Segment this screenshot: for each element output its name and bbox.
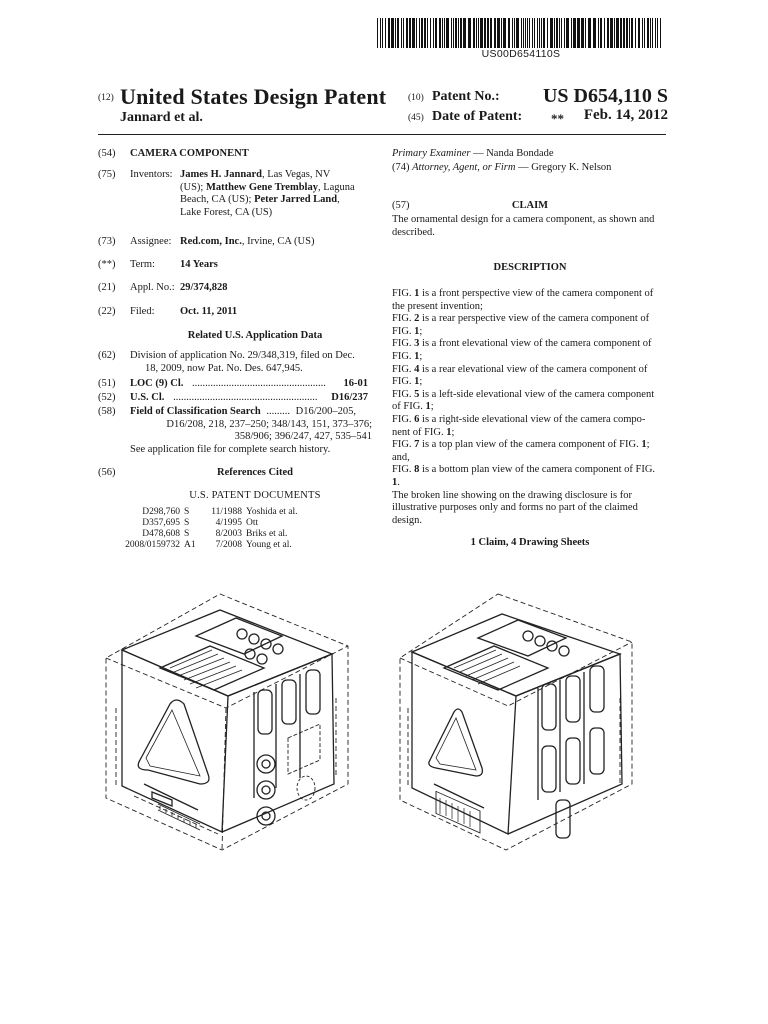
- barcode-bar: [416, 18, 417, 48]
- header-rule: [98, 134, 666, 135]
- barcode-bar: [537, 18, 538, 48]
- barcode-bar: [577, 18, 580, 48]
- barcode-bar: [521, 18, 522, 48]
- date-code: (45): [408, 113, 424, 123]
- date-stars: **: [551, 111, 564, 126]
- loc-value: 16-01: [343, 378, 368, 389]
- barcode-bar: [476, 18, 477, 48]
- barcode-bar: [655, 18, 656, 48]
- description-line: the present invention;: [392, 300, 483, 312]
- barcode-bar: [512, 18, 513, 48]
- date-label: Date of Patent:: [432, 109, 523, 124]
- patent-date: Feb. 14, 2012: [583, 107, 668, 123]
- attorney-code: (74): [392, 162, 410, 173]
- ref-date: 4/1995: [215, 518, 242, 528]
- loc-dots: ...................................................: [192, 378, 326, 389]
- references-heading: References Cited: [217, 467, 293, 478]
- barcode-bar: [388, 18, 390, 48]
- right-column: [392, 148, 668, 558]
- barcode-bar: [427, 18, 428, 48]
- description-line: FIG. 7 is a top plan view of the camera component of FIG. 1;: [392, 439, 650, 451]
- ref-name: Ott: [246, 518, 259, 528]
- barcode-bar: [620, 18, 622, 48]
- inventor-line: Beach, CA (US); Peter Jarred Land,: [180, 194, 340, 206]
- barcode-bar: [463, 18, 466, 48]
- ref-number: D478,608: [142, 529, 180, 539]
- description-line: FIG. 6 is a right-side elevational view of the camera compo-: [392, 413, 646, 425]
- inventors-label: Inventors:: [130, 169, 173, 180]
- barcode-bar: [453, 18, 454, 48]
- patent-type-title: United States Design Patent: [120, 84, 387, 109]
- barcode-bar: [468, 18, 471, 48]
- description-heading: DESCRIPTION: [493, 262, 567, 273]
- barcode-bar: [657, 18, 658, 48]
- barcode-bar: [616, 18, 619, 48]
- type-code: (12): [98, 93, 114, 103]
- description-line: FIG. 2 is a rear perspective view of the camera component of: [392, 313, 650, 325]
- barcode-bar: [571, 18, 572, 48]
- claim-code: (57): [392, 200, 410, 211]
- barcode-bar: [556, 18, 558, 48]
- barcode-bar: [395, 18, 396, 48]
- field-label: Field of Classification Search: [130, 406, 261, 417]
- description-line: FIG. 1;: [392, 376, 423, 388]
- barcode-bar: [490, 18, 492, 48]
- barcode-bar: [623, 18, 625, 48]
- barcode-bar: [585, 18, 586, 48]
- ref-number: D357,695: [142, 518, 180, 528]
- description-line: illustrative purposes only and forms no part of the claimed: [392, 502, 638, 514]
- inventor-short: Jannard et al.: [120, 110, 203, 125]
- fig2-drawing: [388, 588, 658, 898]
- barcode-bar: [534, 18, 535, 48]
- inventor-line: (US); Matthew Gene Tremblay, Laguna: [180, 181, 355, 193]
- camera-front-perspective: [100, 588, 380, 918]
- examiner-line: [392, 148, 554, 161]
- barcode-bar: [424, 18, 426, 48]
- division-text: [130, 350, 390, 375]
- description-line: The broken line showing on the drawing disclosure is for: [392, 489, 632, 501]
- inventor-line: James H. Jannard, Las Vegas, NV: [180, 169, 331, 180]
- barcode-bar: [385, 18, 386, 48]
- ref-kind: S: [184, 529, 190, 539]
- barcode: [377, 18, 665, 48]
- barcode-bar: [652, 18, 653, 48]
- patent-no-label: Patent No.:: [432, 89, 500, 104]
- description-line: 1.: [392, 476, 400, 488]
- barcode-bar: [458, 18, 459, 48]
- barcode-bar: [564, 18, 565, 48]
- field-text: [130, 406, 372, 444]
- barcode-bar: [607, 18, 609, 48]
- barcode-bar: [588, 18, 591, 48]
- uscl-dots: .......................................................: [173, 392, 318, 403]
- barcode-bar: [516, 18, 519, 48]
- left-column: [98, 148, 388, 558]
- reference-row: [104, 540, 302, 551]
- barcode-bar: [382, 18, 383, 48]
- barcode-bar: [638, 18, 640, 48]
- barcode-bar: [487, 18, 489, 48]
- barcode-bar: [566, 18, 569, 48]
- barcode-bar: [497, 18, 500, 48]
- description-line: nent of FIG. 1;: [392, 426, 455, 438]
- examiner-value: — Nanda Bondade: [473, 148, 554, 159]
- uscl-code: (52): [98, 392, 116, 403]
- field-dots: .........: [266, 406, 291, 417]
- attorney-value: — Gregory K. Nelson: [518, 162, 612, 173]
- division-code: (62): [98, 350, 116, 361]
- barcode-bar: [527, 18, 528, 48]
- attorney-line: [392, 162, 611, 175]
- field-code: (58): [98, 406, 116, 417]
- barcode-bar: [514, 18, 515, 48]
- barcode-number: US00D654110S: [481, 48, 561, 60]
- barcode-bar: [478, 18, 479, 48]
- field-line: D16/200–205,: [295, 406, 357, 417]
- division-line: 18, 2009, now Pat. No. Des. 647,945.: [145, 362, 303, 374]
- description-line: FIG. 4 is a rear elevational view of the camera component of: [392, 363, 648, 375]
- barcode-bar: [573, 18, 576, 48]
- title-code: (54): [98, 148, 116, 159]
- description-line: FIG. 3 is a front elevational view of the camera component of: [392, 338, 652, 350]
- assignee-label: Assignee:: [130, 236, 172, 247]
- description-line: of FIG. 1;: [392, 401, 434, 413]
- barcode-bar: [430, 18, 431, 48]
- barcode-bar: [451, 18, 452, 48]
- barcode-bar: [397, 18, 399, 48]
- barcode-bar: [484, 18, 486, 48]
- field-note: See application file for complete search history.: [130, 444, 331, 455]
- references-subheading: U.S. PATENT DOCUMENTS: [189, 490, 321, 501]
- field-line: D16/208, 218, 237–250; 348/143, 151, 373–376;: [166, 418, 372, 430]
- description-line: FIG. 8 is a bottom plan view of the camera component of FIG.: [392, 464, 656, 476]
- barcode-bar: [480, 18, 483, 48]
- barcode-bar: [559, 18, 560, 48]
- term-label: Term:: [130, 259, 155, 270]
- loc-row: [130, 378, 372, 391]
- uscl-label: U.S. Cl.: [130, 392, 165, 403]
- loc-code: (51): [98, 378, 116, 389]
- barcode-bar: [455, 18, 457, 48]
- barcode-bar: [642, 18, 643, 48]
- description-line: FIG. 1;: [392, 350, 423, 362]
- barcode-bar: [419, 18, 420, 48]
- ref-kind: S: [184, 518, 190, 528]
- barcode-bar: [444, 18, 445, 48]
- barcode-bar: [604, 18, 605, 48]
- barcode-bar: [446, 18, 449, 48]
- barcode-bar: [598, 18, 599, 48]
- camera-rear-perspective: [388, 588, 658, 898]
- patent-no-code: (10): [408, 93, 424, 103]
- examiner-label: Primary Examiner: [392, 148, 471, 159]
- reference-row: [104, 507, 302, 518]
- division-line: Division of application No. 29/348,319, filed on Dec.: [130, 350, 355, 361]
- patent-header: [98, 84, 668, 128]
- ref-name: Yoshida et al.: [246, 507, 298, 517]
- barcode-bar: [647, 18, 649, 48]
- barcode-bar: [421, 18, 423, 48]
- description-body: [392, 288, 668, 527]
- barcode-bar: [473, 18, 475, 48]
- ref-kind: S: [184, 507, 190, 517]
- term-value: 14 Years: [180, 259, 218, 270]
- barcode-bar: [406, 18, 408, 48]
- claim-text: The ornamental design for a camera component, as shown and described.: [392, 214, 655, 238]
- barcode-bar: [412, 18, 415, 48]
- barcode-bar: [409, 18, 411, 48]
- field-line: 358/906; 396/247, 427, 535–541: [234, 431, 372, 443]
- barcode-bar: [494, 18, 496, 48]
- barcode-bar: [541, 18, 542, 48]
- ref-name: Young et al.: [246, 540, 292, 550]
- claim-heading: CLAIM: [511, 200, 549, 211]
- barcode-bar: [401, 18, 402, 48]
- related-heading: Related U.S. Application Data: [187, 330, 323, 341]
- barcode-bar: [523, 18, 524, 48]
- filed-value: Oct. 11, 2011: [180, 306, 238, 317]
- barcode-bar: [660, 18, 661, 48]
- barcode-bar: [631, 18, 633, 48]
- uscl-value: D16/237: [331, 392, 368, 403]
- barcode-bar: [581, 18, 584, 48]
- inventors-list: [180, 169, 390, 219]
- barcode-bar: [529, 18, 530, 48]
- ref-number: 2008/0159732: [125, 540, 180, 550]
- barcode-bar: [644, 18, 645, 48]
- barcode-bar: [614, 18, 615, 48]
- filed-code: (22): [98, 306, 116, 317]
- ref-name: Briks et al.: [246, 529, 288, 539]
- ref-date: 7/2008: [215, 540, 242, 550]
- barcode-bar: [593, 18, 596, 48]
- claims-summary: 1 Claim, 4 Drawing Sheets: [470, 537, 590, 548]
- filed-label: Filed:: [130, 306, 155, 317]
- barcode-bar: [550, 18, 553, 48]
- ref-date: 8/2003: [215, 529, 242, 539]
- barcode-bar: [543, 18, 545, 48]
- barcode-bar: [547, 18, 548, 48]
- barcode-bar: [433, 18, 434, 48]
- fig1-drawing: [100, 588, 380, 918]
- inventors-code: (75): [98, 169, 116, 180]
- appl-label: Appl. No.:: [130, 282, 175, 293]
- assignee-value: Red.com, Inc., Irvine, CA (US): [180, 236, 315, 247]
- barcode-bar: [626, 18, 628, 48]
- barcode-bar: [650, 18, 651, 48]
- barcode-bar: [435, 18, 437, 48]
- references-table: [104, 507, 302, 551]
- assignee-code: (73): [98, 236, 116, 247]
- barcode-bar: [501, 18, 502, 48]
- barcode-bar: [554, 18, 555, 48]
- term-code: (**): [98, 259, 116, 270]
- references-code: (56): [98, 467, 116, 478]
- barcode-bar: [525, 18, 526, 48]
- barcode-bar: [532, 18, 533, 48]
- ref-kind: A1: [184, 540, 196, 550]
- barcode-bar: [460, 18, 462, 48]
- description-line: design.: [392, 514, 423, 526]
- barcode-bar: [635, 18, 636, 48]
- design-title: CAMERA COMPONENT: [130, 148, 249, 159]
- barcode-bar: [629, 18, 630, 48]
- appl-value: 29/374,828: [180, 282, 228, 293]
- description-line: FIG. 1;: [392, 325, 423, 337]
- barcode-bar: [503, 18, 506, 48]
- barcode-bar: [403, 18, 404, 48]
- ref-number: D298,760: [142, 507, 180, 517]
- uscl-row: [130, 392, 362, 405]
- barcode-graphic: [377, 18, 665, 48]
- inventor-line: Lake Forest, CA (US): [180, 206, 273, 218]
- barcode-bar: [439, 18, 441, 48]
- description-line: and,: [392, 451, 410, 463]
- reference-row: [104, 529, 302, 540]
- barcode-bar: [539, 18, 540, 48]
- barcode-bar: [561, 18, 562, 48]
- barcode-bar: [600, 18, 602, 48]
- barcode-bar: [610, 18, 613, 48]
- barcode-bar: [508, 18, 510, 48]
- attorney-label: Attorney, Agent, or Firm: [412, 162, 516, 173]
- patent-number: US D654,110 S: [542, 85, 668, 107]
- barcode-bar: [380, 18, 381, 48]
- appl-code: (21): [98, 282, 116, 293]
- barcode-bar: [442, 18, 443, 48]
- barcode-bar: [377, 18, 378, 48]
- description-line: FIG. 1 is a front perspective view of the camera component of: [392, 288, 654, 299]
- description-line: FIG. 5 is a left-side elevational view of the camera component: [392, 388, 655, 400]
- loc-label: LOC (9) Cl.: [130, 378, 184, 389]
- ref-date: 11/1988: [211, 507, 242, 517]
- reference-row: [104, 518, 302, 529]
- barcode-bar: [391, 18, 394, 48]
